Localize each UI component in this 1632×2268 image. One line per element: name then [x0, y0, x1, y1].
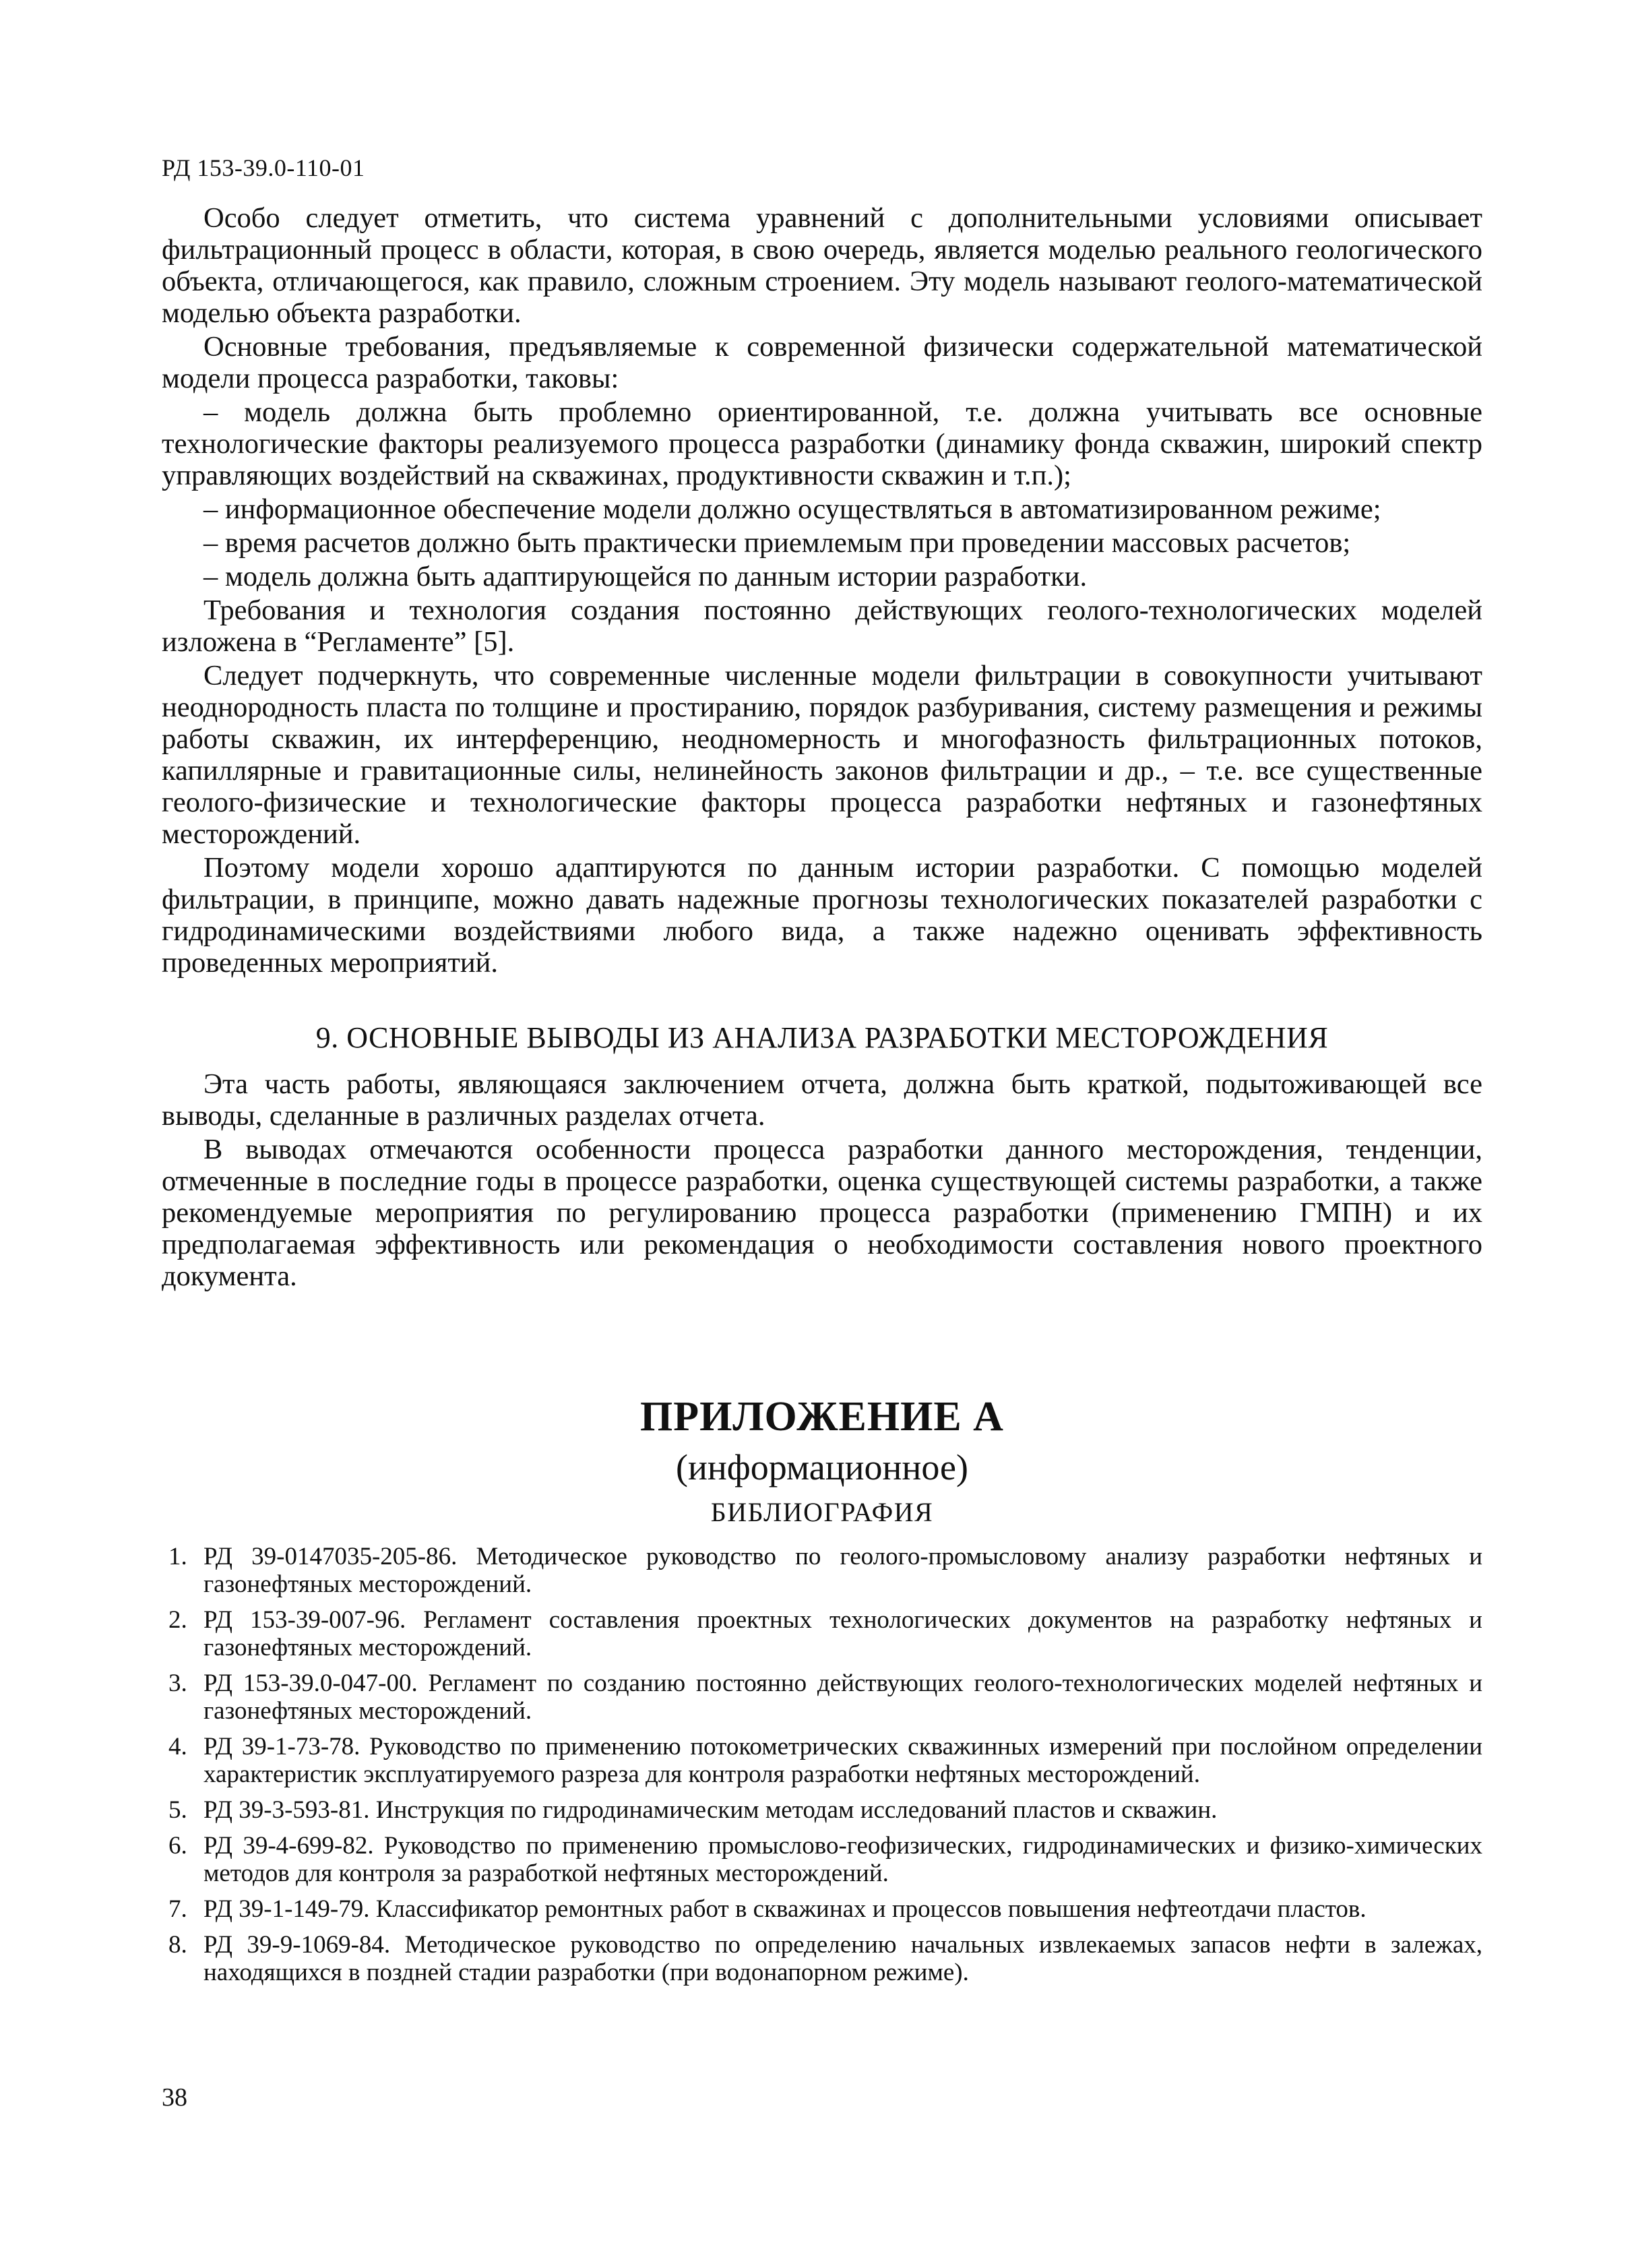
list-item: – информационное обеспечение модели должно осуществляться в автоматизированном режиме; [203, 493, 1381, 525]
list-item: – модель должна быть адаптирующейся по данным истории разработки. [203, 561, 1088, 592]
reference-text: РД 39-4-699-82. Руководство по применению промыслово-геофизических, гидродинамических и физико-химических методов для контроля за разработкой нефтяных месторождений. [203, 1832, 1482, 1887]
reference-text: РД 39-9-1069-84. Методическое руководство по определению начальных извлекаемых запасов нефти в залежах, находящихся в поздней стадии разработки (при водонапорном режиме). [203, 1931, 1482, 1986]
paragraph: Поэтому модели хорошо адаптируются по данным истории разработки. С помощью моделей фильтрации, в принципе, можно давать надежные прогнозы технологических показателей разработки с гидродинамическими воздействиями любого вида, а также надежно оценивать эффективность проведенных мероприятий. [162, 852, 1482, 979]
reference-text: РД 39-1-149-79. Классификатор ремонтных работ в скважинах и процессов повышения нефтеотдачи пластов. [203, 1895, 1367, 1923]
reference-number: 1. [168, 1543, 187, 1570]
bibliography-title: БИБЛИОГРАФИЯ [710, 1497, 934, 1527]
reference-number: 7. [168, 1895, 187, 1923]
reference-item [162, 1895, 1482, 1923]
reference-text: РД 153-39-007-96. Регламент составления проектных технологических документов на разработку нефтяных и газонефтяных месторождений. [203, 1606, 1482, 1661]
section-title: 9. ОСНОВНЫЕ ВЫВОДЫ ИЗ АНАЛИЗА РАЗРАБОТКИ МЕСТОРОЖДЕНИЯ [315, 1021, 1329, 1054]
paragraph: Требования и технология создания постоянно действующих геолого-технологических моделей изложена в “Регламенте” [5]. [162, 594, 1482, 658]
reference-item [162, 1796, 1482, 1824]
document-body [162, 202, 1482, 1994]
paragraph: Следует подчеркнуть, что современные численные модели фильтрации в совокупности учитывают неоднородность пласта по толщине и простиранию, порядок разбуривания, систему размещения и режимы работы скважин, их интерференцию, неодномерность и многофазность фильтрационных потоков, капиллярные и гравитационные силы, нелинейность законов фильтрации и др., – т.е. все существенные геолого-физические и технологические факторы процесса разработки нефтяных и газонефтяных месторождений. [162, 660, 1482, 850]
document-code: РД 153-39.0-110-01 [162, 154, 365, 181]
reference-number: 8. [168, 1931, 187, 1959]
reference-item [162, 1606, 1482, 1661]
reference-item [162, 1733, 1482, 1788]
reference-list [162, 1543, 1482, 1986]
reference-text: РД 39-1-73-78. Руководство по применению потокометрических скважинных измерений при послойном определении характеристик эксплуатируемого разреза для контроля разработки нефтяных месторождений. [203, 1733, 1482, 1788]
reference-number: 4. [168, 1733, 187, 1760]
page-number: 38 [162, 2083, 187, 2112]
reference-text: РД 153-39.0-047-00. Регламент по созданию постоянно действующих геолого-технологических моделей нефтяных и газонефтяных месторождений. [203, 1669, 1482, 1725]
reference-text: РД 39-3-593-81. Инструкция по гидродинамическим методам исследований пластов и скважин. [203, 1796, 1218, 1824]
reference-item [162, 1832, 1482, 1887]
reference-number: 5. [168, 1796, 187, 1824]
paragraph: Основные требования, предъявляемые к современной физически содержательной математической модели процесса разработки, таковы: [162, 331, 1482, 394]
reference-item [162, 1931, 1482, 1986]
reference-item [162, 1543, 1482, 1598]
reference-item [162, 1669, 1482, 1725]
reference-number: 2. [168, 1606, 187, 1634]
paragraph: Особо следует отметить, что система уравнений с дополнительными условиями описывает фильтрационный процесс в области, которая, в свою очередь, является моделью реального геологического объекта, отличающегося, как правило, сложным строением. Эту модель называют геолого-математической моделью объекта разработки. [162, 202, 1482, 329]
paragraph: В выводах отмечаются особенности процесса разработки данного месторождения, тенденции, отмеченные в последние годы в процессе разработки, оценка существующей системы разработки, а также рекомендуемые мероприятия по регулированию процесса разработки (применению ГМПН) и их предполагаемая эффективность или рекомендация о необходимости составления нового проектного документа. [162, 1134, 1482, 1292]
list-item: – время расчетов должно быть практически приемлемым при проведении массовых расчетов; [203, 527, 1351, 559]
reference-number: 3. [168, 1669, 187, 1697]
reference-number: 6. [168, 1832, 187, 1860]
appendix-subtitle: (информационное) [676, 1447, 968, 1488]
list-item: – модель должна быть проблемно ориентированной, т.е. должна учитывать все основные технологические факторы реализуемого процесса разработки (динамику фонда скважин, широкий спектр управляющих воздействий на скважинах, продуктивности скважин и т.п.); [162, 396, 1482, 491]
reference-text: РД 39-0147035-205-86. Методическое руководство по геолого-промысловому анализу разработки нефтяных и газонефтяных месторождений. [203, 1543, 1482, 1598]
appendix-title: ПРИЛОЖЕНИЕ А [640, 1394, 1004, 1440]
paragraph: Эта часть работы, являющаяся заключением отчета, должна быть краткой, подытоживающей все выводы, сделанные в различных разделах отчета. [162, 1068, 1482, 1132]
